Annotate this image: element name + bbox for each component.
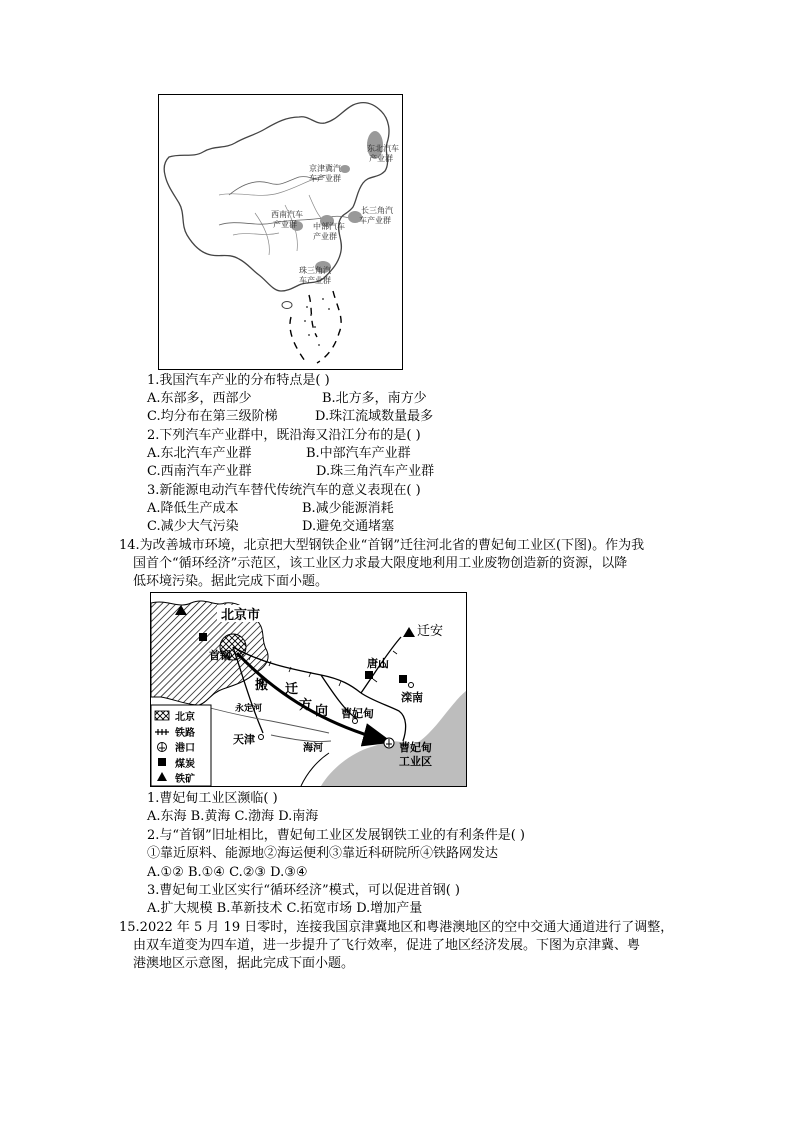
label-yangtze-2: 车产业群 — [359, 216, 391, 225]
q13-3-option-b: B.减少能源消耗 — [302, 501, 394, 516]
coal-symbol-tangshan — [365, 671, 373, 679]
hainan-island — [282, 302, 292, 309]
legend-railway: 铁路 — [175, 728, 195, 739]
q13-2-stem: 2.下列汽车产业群中，既沿海又沿江分布的是( ) — [147, 428, 421, 443]
q13-3-option-c: C.减少大气污染 — [147, 519, 239, 534]
q13-3-option-d: D.避免交通堵塞 — [302, 519, 395, 534]
caofeidian-map-svg — [151, 593, 466, 786]
q14-3-options: A.扩大规模 B.革新技术 C.拓宽市场 D.增加产量 — [147, 901, 423, 916]
china-map-svg — [159, 95, 402, 369]
arrow-char-4: 向 — [315, 704, 329, 719]
haihe-label: 海河 — [303, 743, 323, 754]
q13-2-option-c: C.西南汽车产业群 — [147, 464, 252, 479]
q13-2-option-b: B.中部汽车产业群 — [306, 446, 411, 461]
caofeidian-label: 曹妃甸 — [341, 707, 374, 720]
label-prd-1: 珠三角汽 — [299, 266, 331, 275]
q13-1-stem: 1.我国汽车产业的分布特点是( ) — [147, 373, 330, 388]
label-jjj-2: 车产业群 — [309, 174, 341, 183]
caofeidian-map — [150, 592, 467, 787]
label-prd-2: 车产业群 — [299, 276, 331, 285]
q13-1-option-b: B.北方多，南方少 — [322, 391, 427, 406]
industrial-label-1: 曹妃甸 — [399, 741, 432, 754]
q13-2-option-d: D.珠三角汽车产业群 — [316, 464, 435, 479]
q13-3-stem: 3.新能源电动汽车替代传统汽车的意义表现在( ) — [147, 483, 421, 498]
q15-stem-line-2: 由双车道变为四车道，进一步提升了飞行效率，促进了地区经济发展。下图为京津冀、粤 — [133, 938, 641, 953]
port-symbol — [384, 738, 394, 748]
label-central-1: 中部汽车 — [313, 222, 345, 231]
cluster-jjj — [340, 165, 350, 173]
qianan-label: 迁安 — [417, 624, 444, 639]
beijing-label: 北京市 — [221, 608, 261, 623]
q13-1-option-d: D.珠江流域数量最多 — [315, 409, 434, 424]
legend-iron: 铁矿 — [175, 774, 195, 785]
legend-coal: 煤炭 — [175, 759, 195, 770]
yongdinghe-label: 永定河 — [235, 704, 263, 714]
label-yangtze-1: 长三角汽 — [361, 206, 393, 215]
tangshan-label: 唐山 — [367, 657, 389, 670]
label-central-2: 产业群 — [313, 232, 337, 241]
q13-1-option-c: C.均分布在第三级阶梯 — [147, 409, 278, 424]
iron-symbol-qianan — [403, 627, 415, 637]
q14-2-options: A.①② B.①④ C.②③ D.③④ — [147, 865, 308, 880]
arrow-char-3: 方 — [299, 698, 313, 713]
q14-3-stem: 3.曹妃甸工业区实行“循环经济”模式，可以促进首钢( ) — [147, 883, 460, 898]
islands — [304, 298, 330, 346]
q14-stem-line-2: 国首个“循环经济”示范区，该工业区力求最大限度地利用工业废物创造新的资源，以降 — [133, 556, 628, 571]
q14-2-stem: 2.与“首钢”旧址相比，曹妃甸工业区发展钢铁工业的有利条件是( ) — [147, 828, 525, 843]
label-jjj-1: 京津冀汽 — [309, 164, 341, 173]
tianjin-label: 天津 — [233, 733, 255, 746]
luannan-label: 滦南 — [401, 691, 423, 704]
label-southwest-1: 西南汽车 — [271, 210, 303, 219]
map-legend — [151, 705, 211, 786]
china-auto-map — [158, 94, 403, 370]
hai-river — [271, 735, 331, 742]
coal-symbol-luannan — [399, 675, 407, 683]
q14-stem-line-3: 低环境污染。据此完成下面小题。 — [133, 574, 329, 589]
coal-symbol-beijing — [199, 633, 207, 641]
q14-2-items: ①靠近原料、能源地②海运便利③靠近科研院所④铁路网发达 — [147, 846, 499, 861]
label-northeast-1: 东北汽车 — [367, 144, 399, 153]
china-outline — [164, 103, 389, 291]
label-southwest-2: 产业群 — [273, 220, 297, 229]
q13-3-option-a: A.降低生产成本 — [147, 501, 239, 516]
q13-2-option-a: A.东北汽车产业群 — [147, 446, 252, 461]
q14-1-options: A.东海 B.黄海 C.渤海 D.南海 — [147, 809, 319, 824]
q14-1-stem: 1.曹妃甸工业区濒临( ) — [147, 791, 278, 806]
arrow-char-1: 搬 — [255, 678, 269, 693]
industrial-label-2: 工业区 — [399, 755, 432, 768]
q13-1-option-a: A.东部多，西部少 — [147, 391, 252, 406]
shougang-label: 首钢 — [209, 649, 231, 662]
arrow-char-2: 迁 — [285, 682, 299, 697]
q15-stem-line-1: 15.2022 年 5 月 19 日零时，连接我国京津冀地区和粤港澳地区的空中交通大通道进行了调整， — [119, 920, 674, 935]
q14-stem-line-1: 14.为改善城市环境，北京把大型钢铁企业“首钢”迁往河北省的曹妃甸工业区(下图)。作为我 — [119, 538, 645, 553]
legend-beijing: 北京 — [175, 712, 195, 723]
label-northeast-2: 产业群 — [369, 154, 393, 163]
q15-stem-line-3: 港澳地区示意图，据此完成下面小题。 — [133, 956, 355, 971]
legend-port: 港口 — [175, 743, 195, 754]
